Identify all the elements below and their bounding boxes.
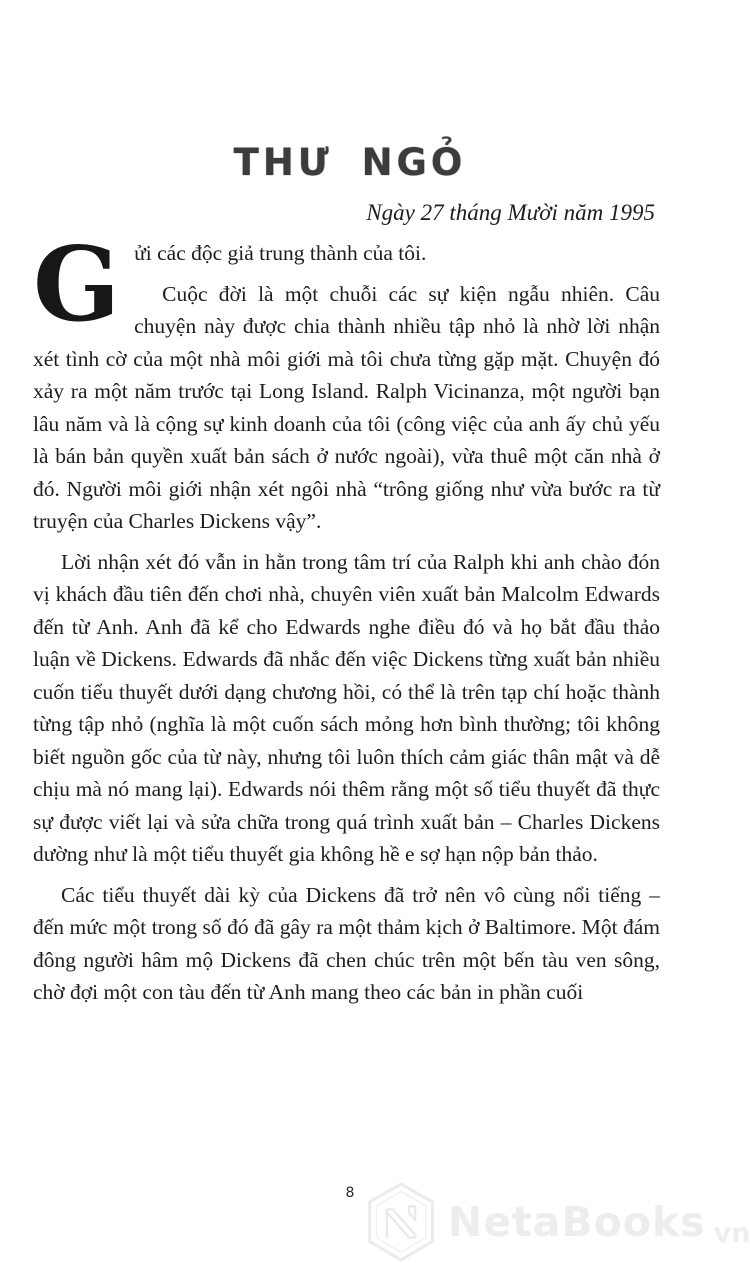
watermark-domain-suffix: vn xyxy=(713,1218,750,1249)
paragraph: Cuộc đời là một chuỗi các sự kiện ngẫu nhiên. Câu chuyện này được chia thành nhiều tập nhỏ là nhờ lời nhận xét tình cờ của một nhà môi giới mà tôi chưa từng gặp mặt. Chuyện đó xảy ra một năm trước tại Long Island. Ralph Vicinanza, một người bạn lâu năm và là cộng sự kinh doanh của tôi (công việc của anh ấy chủ yếu là bán bản quyền xuất bản sách ở nước ngoài), vừa thuê một căn nhà ở đó. Người môi giới nhận xét ngôi nhà “trông giống như vừa bước ra từ truyện của Charles Dickens vậy”. xyxy=(33,281,660,533)
salutation-line: ửi các độc giả trung thành của tôi. xyxy=(134,241,427,265)
dateline: Ngày 27 tháng Mười năm 1995 xyxy=(366,200,655,225)
opening-block xyxy=(33,225,660,538)
book-page xyxy=(0,141,750,1261)
page-number: 8 xyxy=(345,1185,355,1201)
body-text xyxy=(33,225,660,1009)
watermark xyxy=(360,1181,750,1263)
paragraph: Các tiểu thuyết dài kỳ của Dickens đã trở nên vô cùng nổi tiếng – đến mức một trong số đó đã gây ra một thảm kịch ở Baltimore. Một đám đông người hâm mộ Dickens đã chen chúc trên một bến tàu ven sông, chờ đợi một con tàu đến từ Anh mang theo các bản in phần cuối xyxy=(33,882,660,1004)
hexagon-n-logo-icon xyxy=(360,1181,442,1263)
paragraph: Lời nhận xét đó vẫn in hằn trong tâm trí của Ralph khi anh chào đón vị khách đầu tiên đến chơi nhà, chuyên viên xuất bản Malcolm Edwards đến từ Anh. Anh đã kể cho Edwards nghe điều đó và họ bắt đầu thảo luận về Dickens. Edwards đã nhắc đến việc Dickens từng xuất bản nhiều cuốn tiểu thuyết dưới dạng chương hồi, có thể là trên tạp chí hoặc thành từng tập nhỏ (nghĩa là một cuốn sách mỏng hơn bình thường; tôi không biết nguồn gốc của từ này, nhưng tôi luôn thích cảm giác thân mật và dễ chịu mà nó mang lại). Edwards nói thêm rằng một số tiểu thuyết đã thực sự được viết lại và sửa chữa trong quá trình xuất bản – Charles Dickens dường như là một tiểu thuyết gia không hề e sợ hạn nộp bản thảo. xyxy=(33,549,660,866)
watermark-brand: NetaBooks xyxy=(448,1198,706,1246)
chapter-title: THƯ NGỎ xyxy=(233,141,467,184)
dropcap-letter: G xyxy=(33,225,121,345)
